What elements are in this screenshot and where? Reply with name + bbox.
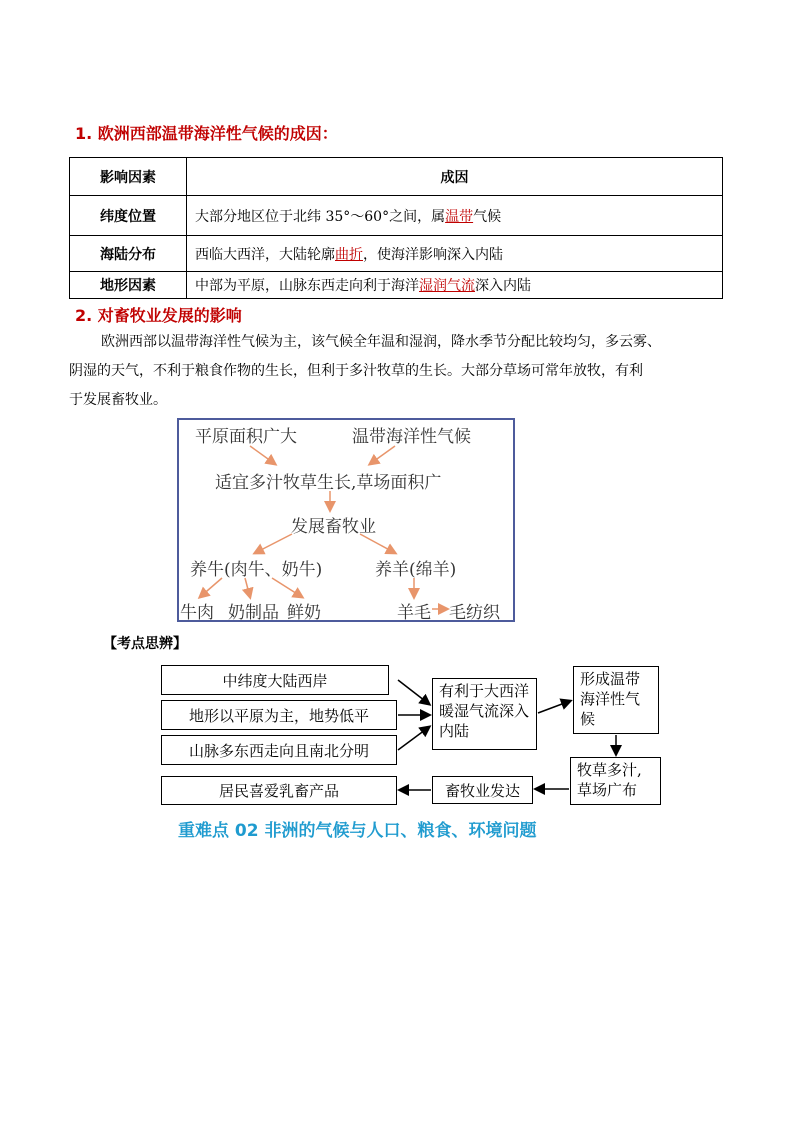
- box-mid-latitude: 中纬度大陆西岸: [161, 665, 389, 695]
- section-1-title: 1. 欧洲西部温带海洋性气候的成因：: [75, 124, 338, 143]
- fc-milk: 鲜奶: [287, 603, 321, 623]
- row-cause: 大部分地区位于北纬 35°～60°之间，属温带气候: [187, 196, 723, 236]
- row-cause: 中部为平原，山脉东西走向利于海洋湿润气流深入内陆: [187, 272, 723, 299]
- box-dairy-products: 居民喜爱乳畜产品: [161, 776, 397, 805]
- fc-wool: 羊毛: [397, 603, 431, 623]
- fc-grass: 适宜多汁牧草生长,草场面积广: [215, 473, 442, 493]
- orange-arrows: [200, 446, 447, 609]
- box-maritime-climate: 形成温带海洋性气候: [573, 666, 659, 734]
- next-section-title: 重难点 02 非洲的气候与人口、粮食、环境问题: [178, 821, 537, 841]
- row-factor: 地形因素: [70, 272, 187, 299]
- header-cause: 成因: [187, 158, 723, 196]
- header-factor: 影响因素: [70, 158, 187, 196]
- fc-beef: 牛肉: [180, 603, 214, 623]
- fc-plain: 平原面积广大: [195, 427, 297, 447]
- fc-husbandry: 发展畜牧业: [291, 517, 376, 537]
- box-atlantic-airflow: 有利于大西洋暖湿气流深入内陆: [432, 678, 537, 750]
- fc-climate: 温带海洋性气候: [352, 427, 471, 447]
- section-2-title: 2. 对畜牧业发展的影响: [75, 306, 242, 325]
- fc-textile: 毛纺织: [449, 603, 500, 623]
- kaodian-label: 【考点思辨】: [103, 636, 187, 652]
- box-husbandry-developed: 畜牧业发达: [432, 776, 533, 804]
- box-mountains: 山脉多东西走向且南北分明: [161, 735, 397, 765]
- box-terrain: 地形以平原为主，地势低平: [161, 700, 397, 730]
- row-factor: 海陆分布: [70, 236, 187, 272]
- black-arrows: [398, 680, 616, 790]
- row-cause: 西临大西洋，大陆轮廓曲折，使海洋影响深入内陆: [187, 236, 723, 272]
- paragraph-line-1: 欧洲西部以温带海洋性气候为主，该气候全年温和湿润，降水季节分配比较均匀，多云雾、: [101, 334, 661, 350]
- fc-dairy: 奶制品: [228, 603, 279, 623]
- fc-sheep: 养羊(绵羊): [375, 560, 457, 580]
- box-pasture: 牧草多汁,草场广布: [570, 757, 661, 805]
- paragraph-line-2: 阴湿的天气，不利于粮食作物的生长，但利于多汁牧草的生长。大部分草场可常年放牧，有利: [69, 363, 643, 379]
- row-factor: 纬度位置: [70, 196, 187, 236]
- paragraph-line-3: 于发展畜牧业。: [69, 392, 167, 408]
- fc-cattle: 养牛(肉牛、奶牛): [190, 560, 323, 580]
